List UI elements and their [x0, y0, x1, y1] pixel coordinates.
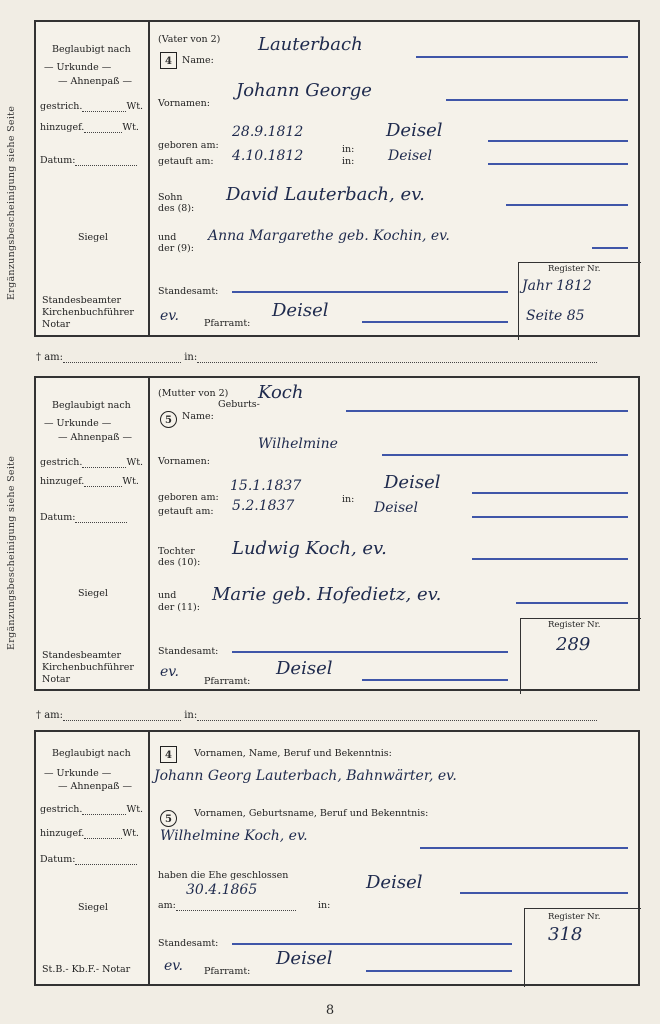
line5-label: Vornamen, Geburtsname, Beruf und Bekenntnis: — [194, 808, 429, 819]
datum-label: Datum: — [40, 854, 137, 865]
beglaubigt-label: Beglaubigt nach — [52, 44, 131, 55]
geboren-value: 15.1.1837 — [230, 478, 302, 494]
death-am-label: am: — [44, 710, 64, 721]
ehe-ort: Deisel — [366, 872, 423, 893]
vornamen-label: Vornamen: — [158, 456, 210, 467]
standesamt-line — [232, 291, 508, 293]
in-label-2: in: — [342, 156, 355, 167]
des-value: Ludwig Koch, ev. — [232, 538, 387, 559]
line5-value: Wilhelmine Koch, ev. — [160, 828, 308, 844]
hinzugef-label: hinzugef. Wt. — [40, 122, 139, 133]
ancestor-number-4: 4 — [160, 52, 177, 69]
ahnenpass-label: — Ahnenpaß — — [58, 781, 132, 792]
der-line — [592, 247, 628, 249]
des-line — [472, 558, 628, 560]
standesamt-line — [232, 943, 512, 945]
pfarramt-value: Deisel — [272, 300, 329, 321]
beglaubigt-label: Beglaubigt nach — [52, 400, 131, 411]
father-record-card — [34, 20, 640, 337]
geboren-ort: Deisel — [386, 120, 443, 141]
vornamen-line — [446, 99, 628, 101]
kirchenbuchfuehrer-label: Kirchenbuchführer — [42, 662, 134, 673]
geboren-label: geboren am: — [158, 140, 219, 151]
ancestor-number-5: 5 — [160, 810, 177, 827]
ancestor-number-4: 4 — [160, 746, 177, 763]
side-note-1: Ergänzungsbescheinigung siehe Seite — [6, 105, 17, 300]
gestrich-label: gestrich. Wt. — [40, 101, 144, 112]
death-line-2 — [36, 710, 597, 721]
pfarramt-line — [366, 970, 512, 972]
urkunde-label: — Urkunde — — [44, 418, 112, 429]
standesamt-label: Standesamt: — [158, 286, 219, 297]
vornamen-label: Vornamen: — [158, 98, 210, 109]
getauft-ort: Deisel — [374, 500, 418, 516]
der-line — [516, 602, 628, 604]
death-am-label: am: — [44, 352, 64, 363]
standesbeamter-label: Standesbeamter — [42, 295, 122, 306]
pfarramt-value: Deisel — [276, 948, 333, 969]
name-value: Koch — [258, 382, 304, 403]
side-note-2: Ergänzungsbescheinigung siehe Seite — [6, 455, 17, 650]
cross-icon: † — [36, 710, 41, 721]
register-label: Register Nr. — [548, 912, 601, 922]
der-label: der (9): — [158, 243, 194, 254]
siegel-label: Siegel — [78, 588, 108, 599]
des-label: des (8): — [158, 203, 195, 214]
kirchenbuchfuehrer-label: Kirchenbuchführer — [42, 307, 134, 318]
geboren-line — [472, 492, 628, 494]
ehe-date: 30.4.1865 — [186, 882, 258, 898]
register-value: 318 — [548, 924, 583, 945]
und-label: und — [158, 590, 177, 601]
ehe-label: haben die Ehe geschlossen — [158, 870, 289, 881]
mother-record-card — [34, 376, 640, 691]
name-value: Lauterbach — [258, 34, 363, 55]
pfarramt-label: Pfarramt: — [204, 966, 251, 977]
datum-label: Datum: — [40, 512, 127, 523]
name-line — [346, 410, 628, 412]
notar-label: Notar — [42, 319, 71, 330]
abbrev-label: St.B.- Kb.F.- Notar — [42, 964, 131, 975]
vornamen-value: Wilhelmine — [258, 436, 338, 452]
marriage-record-card — [34, 730, 640, 986]
sohn-label: Sohn — [158, 192, 183, 203]
line4-label: Vornamen, Name, Beruf und Bekenntnis: — [194, 748, 392, 759]
vater-label: (Vater von 2) — [158, 34, 221, 45]
name-label: Name: — [182, 411, 214, 422]
urkunde-label: — Urkunde — — [44, 62, 112, 73]
pfarramt-label: Pfarramt: — [204, 676, 251, 687]
pfarramt-prefix: ev. — [160, 664, 179, 680]
register-value: 289 — [556, 634, 591, 655]
der-value: Anna Margarethe geb. Kochin, ev. — [208, 228, 450, 244]
pfarramt-value: Deisel — [276, 658, 333, 679]
des-line — [506, 204, 628, 206]
pfarramt-label: Pfarramt: — [204, 318, 251, 329]
hinzugef-label: hinzugef. Wt. — [40, 828, 139, 839]
pfarramt-prefix: ev. — [160, 308, 179, 324]
death-in-label: in: — [184, 710, 198, 721]
standesamt-label: Standesamt: — [158, 646, 219, 657]
pfarramt-line — [362, 321, 508, 323]
in-label-1: in: — [342, 494, 355, 505]
geboren-ort: Deisel — [384, 472, 441, 493]
des-value: David Lauterbach, ev. — [226, 184, 425, 205]
beglaubigt-label: Beglaubigt nach — [52, 748, 131, 759]
getauft-value: 4.10.1812 — [232, 148, 304, 164]
line4-value: Johann Georg Lauterbach, Bahnwärter, ev. — [154, 768, 457, 784]
name-line — [416, 56, 628, 58]
gestrich-label: gestrich. Wt. — [40, 457, 144, 468]
ancestor-number-5: 5 — [160, 411, 177, 428]
geburts-label: Geburts- — [218, 399, 260, 410]
register-line2: Seite 85 — [526, 308, 585, 324]
ahnenpass-label: — Ahnenpaß — — [58, 76, 132, 87]
getauft-label: getauft am: — [158, 506, 214, 517]
cross-icon: † — [36, 352, 41, 363]
des-label: des (10): — [158, 557, 201, 568]
geboren-line — [488, 140, 628, 142]
standesamt-line — [232, 651, 508, 653]
left-column — [36, 378, 150, 689]
pfarramt-prefix: ev. — [164, 958, 183, 974]
gestrich-label: gestrich. Wt. — [40, 804, 144, 815]
ehe-line — [460, 892, 628, 894]
getauft-label: getauft am: — [158, 156, 214, 167]
urkunde-label: — Urkunde — — [44, 768, 112, 779]
der-label: der (11): — [158, 602, 200, 613]
in-label-1: in: — [342, 144, 355, 155]
death-in-label: in: — [184, 352, 198, 363]
register-label: Register Nr. — [548, 620, 601, 630]
line5-line — [420, 847, 628, 849]
ahnenpass-label: — Ahnenpaß — — [58, 432, 132, 443]
getauft-line — [472, 516, 628, 518]
notar-label: Notar — [42, 674, 71, 685]
page-number: 8 — [325, 1003, 335, 1018]
datum-label: Datum: — [40, 155, 137, 166]
getauft-ort: Deisel — [388, 148, 432, 164]
geboren-value: 28.9.1812 — [232, 124, 304, 140]
pfarramt-line — [362, 679, 508, 681]
ehe-am-label: am: — [158, 900, 296, 911]
standesamt-label: Standesamt: — [158, 938, 219, 949]
name-label: Name: — [182, 55, 214, 66]
register-line1: Jahr 1812 — [522, 278, 592, 294]
hinzugef-label: hinzugef. Wt. — [40, 476, 139, 487]
ehe-in-label: in: — [318, 900, 331, 911]
siegel-label: Siegel — [78, 902, 108, 913]
der-value: Marie geb. Hofedietz, ev. — [212, 584, 442, 605]
left-column — [36, 732, 150, 984]
standesbeamter-label: Standesbeamter — [42, 650, 122, 661]
mutter-label: (Mutter von 2) — [158, 388, 229, 399]
getauft-value: 5.2.1837 — [232, 498, 295, 514]
register-label: Register Nr. — [548, 264, 601, 274]
getauft-line — [488, 163, 628, 165]
vornamen-line — [382, 454, 628, 456]
tochter-label: Tochter — [158, 546, 195, 557]
siegel-label: Siegel — [78, 232, 108, 243]
vornamen-value: Johann George — [236, 80, 372, 101]
left-column — [36, 22, 150, 335]
und-label: und — [158, 232, 177, 243]
death-line-1 — [36, 352, 597, 363]
geboren-label: geboren am: — [158, 492, 219, 503]
